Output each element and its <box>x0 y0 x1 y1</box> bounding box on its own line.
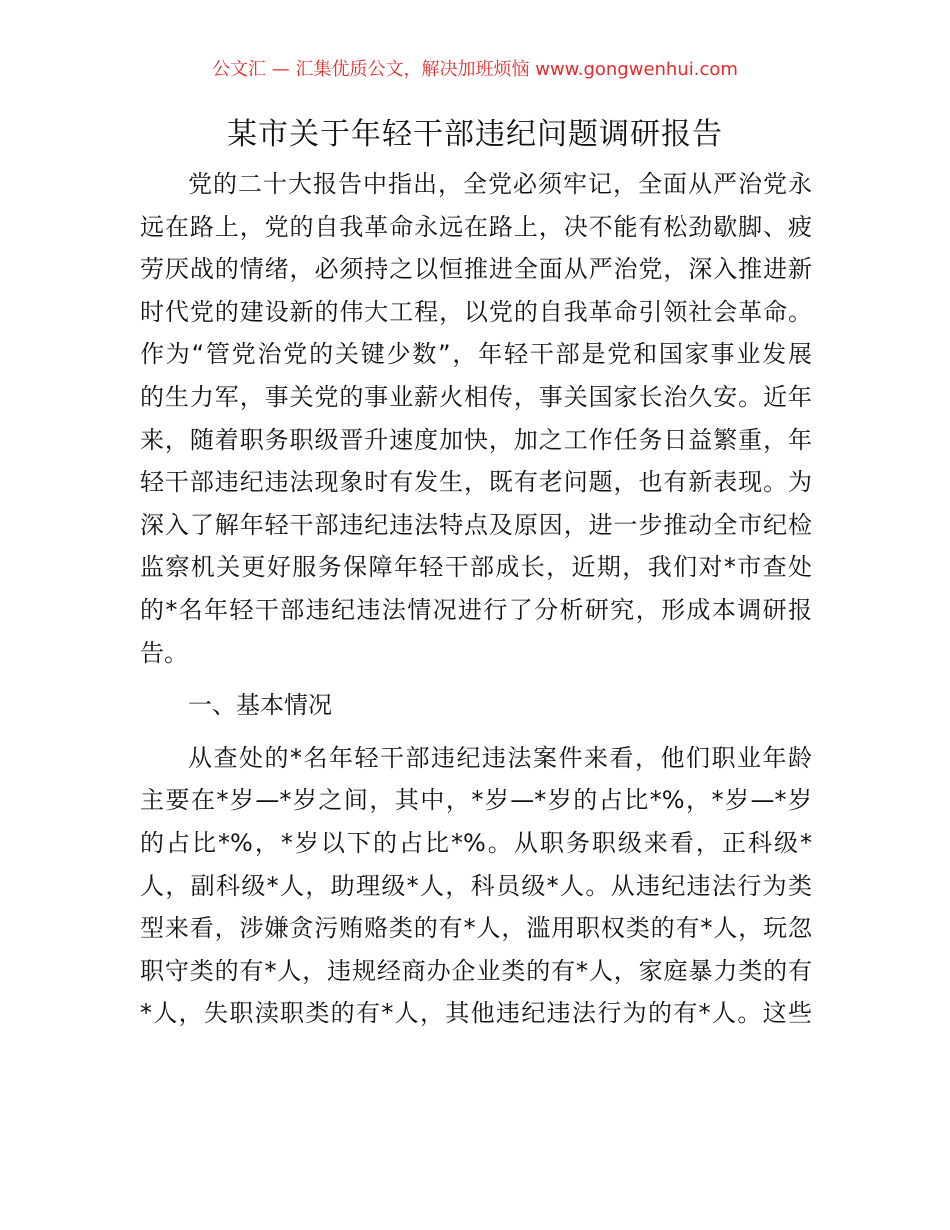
section-heading: 一、基本情况 <box>188 691 332 720</box>
section-1-paragraph <box>140 737 812 1035</box>
paragraph-line: 来，随着职务职级晋升速度加快，加之工作任务日益繁重，年 <box>140 425 812 454</box>
paragraph-line: 轻干部违纪违法现象时有发生，既有老问题，也有新表现。为 <box>140 468 812 497</box>
paragraph-line: 的生力军，事关党的事业薪火相传，事关国家长治久安。近年 <box>140 382 812 411</box>
paragraph-line: 的*名年轻干部违纪违法情况进行了分析研究，形成本调研报 <box>140 595 812 624</box>
paragraph-line: 告。 <box>140 638 188 667</box>
paragraph-line: *人，失职渎职类的有*人，其他违纪违法行为的有*人。这些 <box>140 999 812 1028</box>
paragraph-line: 劳厌战的情绪，必须持之以恒推进全面从严治党，深入推进新 <box>140 255 812 284</box>
paragraph-line: 作为“管党治党的关键少数”，年轻干部是党和国家事业发展 <box>140 340 812 369</box>
paragraph-line: 时代党的建设新的伟大工程，以党的自我革命引领社会革命。 <box>140 297 812 326</box>
paragraph-line: 主要在*岁—*岁之间，其中，*岁—*岁的占比*%，*岁—*岁 <box>140 786 812 815</box>
paragraph-line: 从查处的*名年轻干部违纪违法案件来看，他们职业年龄 <box>188 743 812 772</box>
paragraph-line: 型来看，涉嫌贪污贿赂类的有*人，滥用职权类的有*人，玩忽 <box>140 914 812 943</box>
paragraph-line: 党的二十大报告中指出，全党必须牢记，全面从严治党永 <box>188 170 812 198</box>
document-body <box>140 163 812 1035</box>
paragraph-line: 人，副科级*人，助理级*人，科员级*人。从违纪违法行为类 <box>140 871 812 900</box>
paragraph-line: 深入了解年轻干部违纪违法特点及原因，进一步推动全市纪检 <box>140 510 812 539</box>
paragraph-line: 监察机关更好服务保障年轻干部成长，近期，我们对*市查处 <box>140 553 812 582</box>
document-title: 某市关于年轻干部违纪问题调研报告 <box>227 117 723 152</box>
paragraph-line: 的占比*%，*岁以下的占比*%。从职务职级来看，正科级* <box>140 828 812 857</box>
paragraph-line: 职守类的有*人，违规经商办企业类的有*人，家庭暴力类的有 <box>140 956 812 985</box>
watermark-header: 公文汇 — 汇集优质公文，解决加班烦恼 www.gongwenhui.com <box>212 59 738 80</box>
paragraph-line: 远在路上，党的自我革命永远在路上，决不能有松劲歇脚、疲 <box>140 212 812 241</box>
intro-paragraph <box>140 163 812 674</box>
